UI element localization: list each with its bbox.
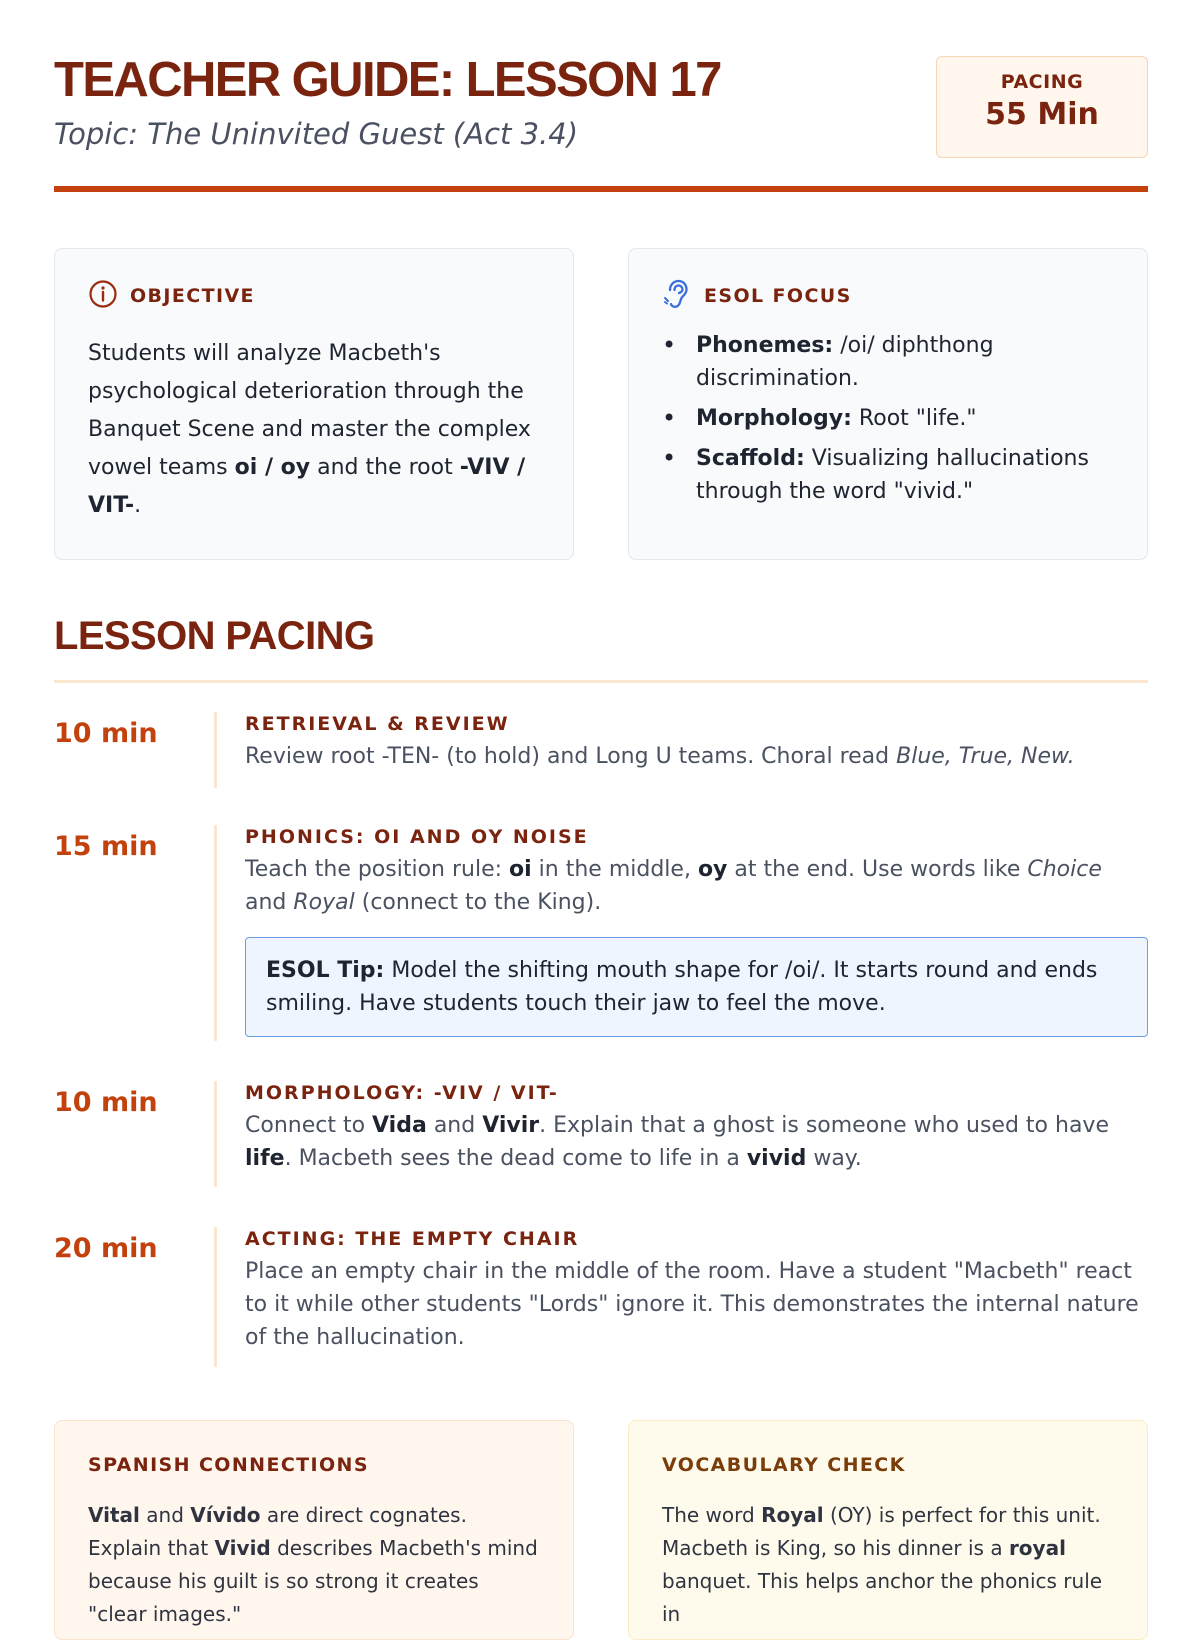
header (54, 0, 1148, 195)
step-title: MORPHOLOGY: -VIV / VIT- (245, 1082, 559, 1104)
spanish-connections-text: Vital and Vívido are direct cognates. Explain that Vivid describes Macbeth's mind because his guilt is so strong it creates "clear images." (88, 1503, 538, 1626)
esol-focus-label: ESOL FOCUS (704, 285, 852, 307)
ear-icon (662, 278, 692, 314)
step-title: ACTING: THE EMPTY CHAIR (245, 1228, 580, 1250)
lesson-pacing-divider (54, 680, 1148, 683)
step-timeline-bar (214, 1227, 217, 1367)
pacing-step (54, 825, 1148, 1041)
list-item: • Morphology: Root "life." (662, 402, 1114, 435)
pacing-badge (936, 56, 1148, 158)
pacing-value: 55 Min (985, 97, 1099, 132)
objective-text: Students will analyze Macbeth's psychological deterioration through the Banquet Scene and master the complex vowel teams oi / oy and the root -VIV / VIT-. (88, 341, 531, 518)
step-timeline-bar (214, 1081, 217, 1187)
step-timeline-bar (214, 712, 217, 788)
pacing-step (54, 712, 1148, 788)
step-content (245, 712, 1148, 773)
esol-focus-card (628, 248, 1148, 560)
step-time: 15 min (54, 831, 158, 862)
pacing-step (54, 1081, 1148, 1187)
teacher-guide-page (54, 0, 1148, 1626)
step-text: Review root -TEN- (to hold) and Long U teams. Choral read Blue, True, New. (245, 744, 1075, 769)
list-item: • Phonemes: /oi/ diphthong discrimination. (662, 329, 1114, 395)
page-title: TEACHER GUIDE: LESSON 17 (54, 53, 721, 107)
pacing-step (54, 1227, 1148, 1367)
info-circle-icon (88, 279, 118, 313)
vocabulary-check-text: The word Royal (OY) is perfect for this unit. Macbeth is King, so his dinner is a royal banquet. This helps anchor the phonics rule in (662, 1503, 1103, 1626)
step-timeline-bar (214, 825, 217, 1041)
vocabulary-check-label: VOCABULARY CHECK (662, 1454, 906, 1476)
list-item: • Scaffold: Visualizing hallucinations through the word "vivid." (662, 442, 1114, 508)
step-text: Teach the position rule: oi in the middle, oy at the end. Use words like Choice and Royal (connect to the King). (245, 857, 1102, 915)
lesson-pacing-title: LESSON PACING (54, 614, 375, 658)
spanish-connections-card (54, 1420, 574, 1640)
esol-tip-callout: ESOL Tip: Model the shifting mouth shape for /oi/. It starts round and ends smiling. Have students touch their jaw to feel the move. (245, 937, 1148, 1037)
step-content (245, 1081, 1148, 1175)
page-subtitle: Topic: The Uninvited Guest (Act 3.4) (54, 117, 579, 151)
step-text: Place an empty chair in the middle of the room. Have a student "Macbeth" react to it while other students "Lords" ignore it. This demonstrates the internal nature of the hallucination. (245, 1259, 1139, 1350)
step-title: RETRIEVAL & REVIEW (245, 713, 510, 735)
vocabulary-check-card (628, 1420, 1148, 1640)
objective-label: OBJECTIVE (130, 285, 255, 307)
step-time: 10 min (54, 718, 158, 749)
step-time: 10 min (54, 1087, 158, 1118)
step-time: 20 min (54, 1233, 158, 1264)
objective-card (54, 248, 574, 560)
step-text: Connect to Vida and Vivir. Explain that a ghost is someone who used to have life. Macbeth sees the dead come to life in a vivid way. (245, 1113, 1109, 1171)
step-content (245, 825, 1148, 1037)
step-title: PHONICS: OI AND OY NOISE (245, 826, 589, 848)
objective-header (88, 281, 540, 311)
header-divider (54, 186, 1148, 192)
esol-focus-header (662, 281, 1114, 311)
spanish-connections-label: SPANISH CONNECTIONS (88, 1454, 369, 1476)
pacing-label: PACING (1000, 71, 1084, 93)
esol-focus-list (662, 329, 1114, 508)
step-content (245, 1227, 1148, 1354)
